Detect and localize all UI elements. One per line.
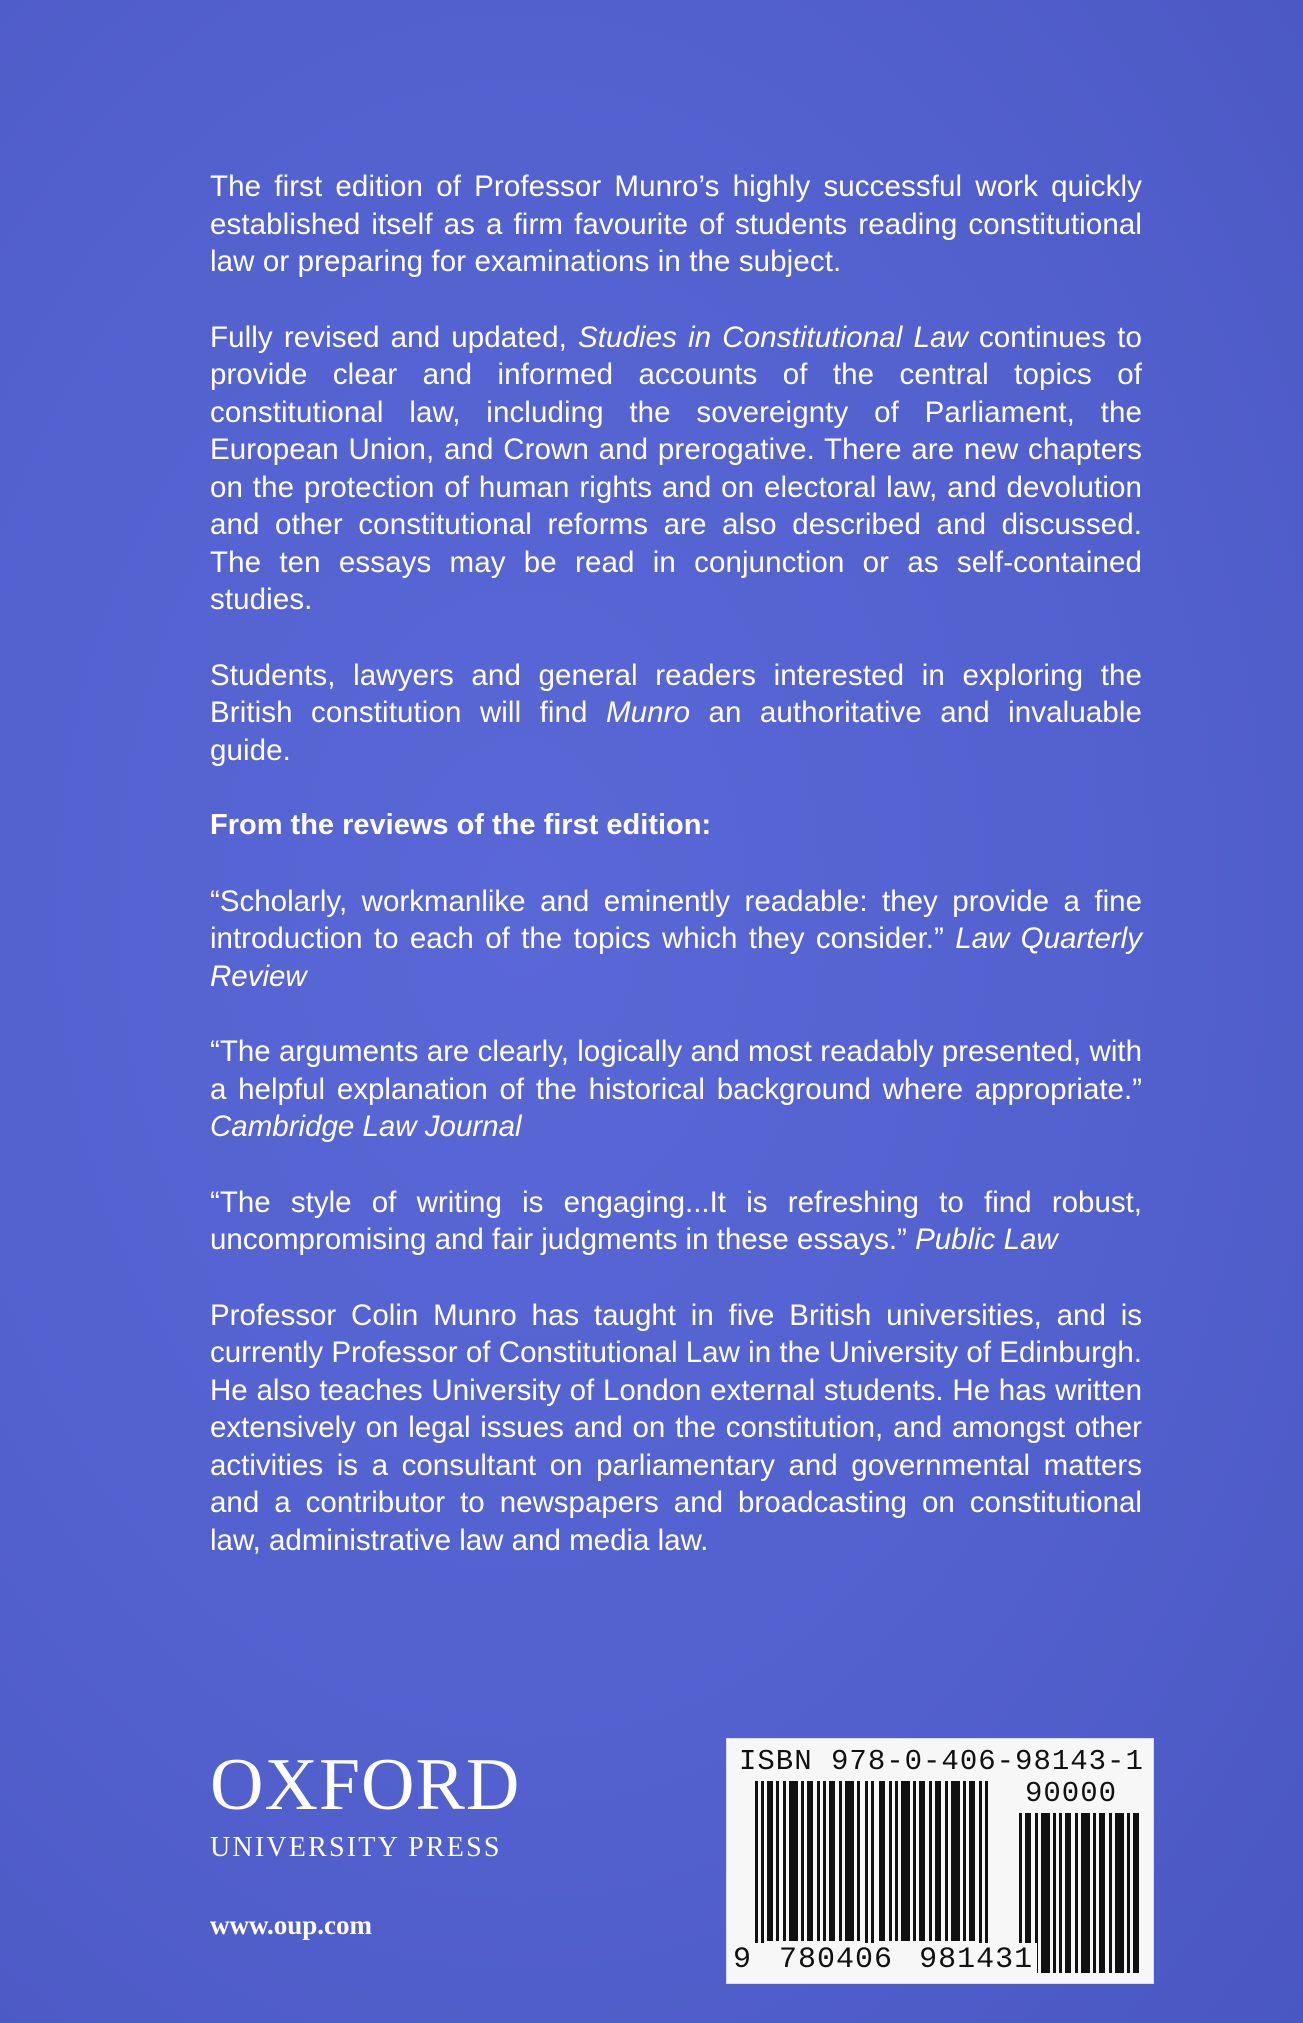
barcode-digits <box>733 1943 1037 1977</box>
blurb-p3-prefix: Students, lawyers and general readers interested in exploring the British constitution will find <box>210 658 1142 729</box>
price-addon-label: 90000 <box>1025 1777 1118 1810</box>
publisher-logo <box>210 1744 560 1864</box>
blurb-p3-suffix: an authoritative and invaluable guide. <box>210 696 1142 767</box>
book-title: Studies in Constitutional Law <box>577 320 968 354</box>
barcode-right-digits: 981431 <box>919 1943 1034 1977</box>
publisher-website-link[interactable]: www.oup.com <box>210 1910 373 1940</box>
review-text: “The style of writing is engaging...It is refreshing to find robust, uncompromising and fair judgments in these essays.” <box>210 1185 1142 1256</box>
ean-barcode-bars-icon <box>755 1781 995 1957</box>
publisher-subtitle: UNIVERSITY PRESS <box>210 1832 502 1863</box>
author-biography: Professor Colin Munro has taught in five British universities, and is currently Professor of Constitutional Law in the University of Edinburgh. He also teaches University of London external students. He has written extensively on legal issues and on the constitution, and amongst other activities is a consultant on parliamentary and governmental matters and a contributor to newspapers and broadcasting on constitutional law, administrative law and media law. <box>210 1298 1142 1557</box>
isbn-label: ISBN 978-0-406-98143-1 <box>739 1745 1144 1778</box>
addon-barcode-bars-icon <box>1019 1813 1143 1973</box>
review-text: “Scholarly, workmanlike and eminently readable: they provide a fine introduction to each of the topics which they consider.” <box>210 884 1142 955</box>
back-cover-text <box>210 168 1142 1559</box>
review-quote <box>210 883 1142 996</box>
author-name-italic: Munro <box>605 696 691 729</box>
reviews-heading: From the reviews of the first edition: <box>210 809 712 841</box>
review-quote <box>210 1033 1142 1146</box>
blurb-paragraph-2 <box>210 319 1142 619</box>
barcode-first-digit: 9 <box>733 1943 752 1977</box>
publisher-name: OXFORD <box>210 1744 521 1826</box>
blurb-paragraph-3 <box>210 657 1142 770</box>
blurb-paragraph-1: The first edition of Professor Munro’s highly successful work quickly established itself as a firm favourite of students reading constitutional law or preparing for examinations in the subject. <box>210 170 1142 278</box>
review-source: Cambridge Law Journal <box>210 1110 522 1143</box>
review-source: Public Law <box>915 1223 1058 1256</box>
blurb-p2-prefix: Fully revised and updated, <box>210 320 578 354</box>
barcode-left-digits: 780406 <box>779 1943 894 1977</box>
review-quote <box>210 1184 1142 1259</box>
isbn-barcode <box>726 1738 1154 1984</box>
review-text: “The arguments are clearly, logically and most readably presented, with a helpful explanation of the historical background where appropriate.” <box>210 1035 1142 1106</box>
review-source: Law Quarterly Review <box>210 922 1142 993</box>
blurb-p2-suffix: continues to provide clear and informed accounts of the central topics of constitutional law, including the sovereignty of Parliament, the European Union, and Crown and prerogative. There are new chapters on the protection of human rights and on electoral law, and devolution and other constitutional reforms are also described and discussed. The ten essays may be read in conjunction or as self-contained studies. <box>210 320 1142 616</box>
